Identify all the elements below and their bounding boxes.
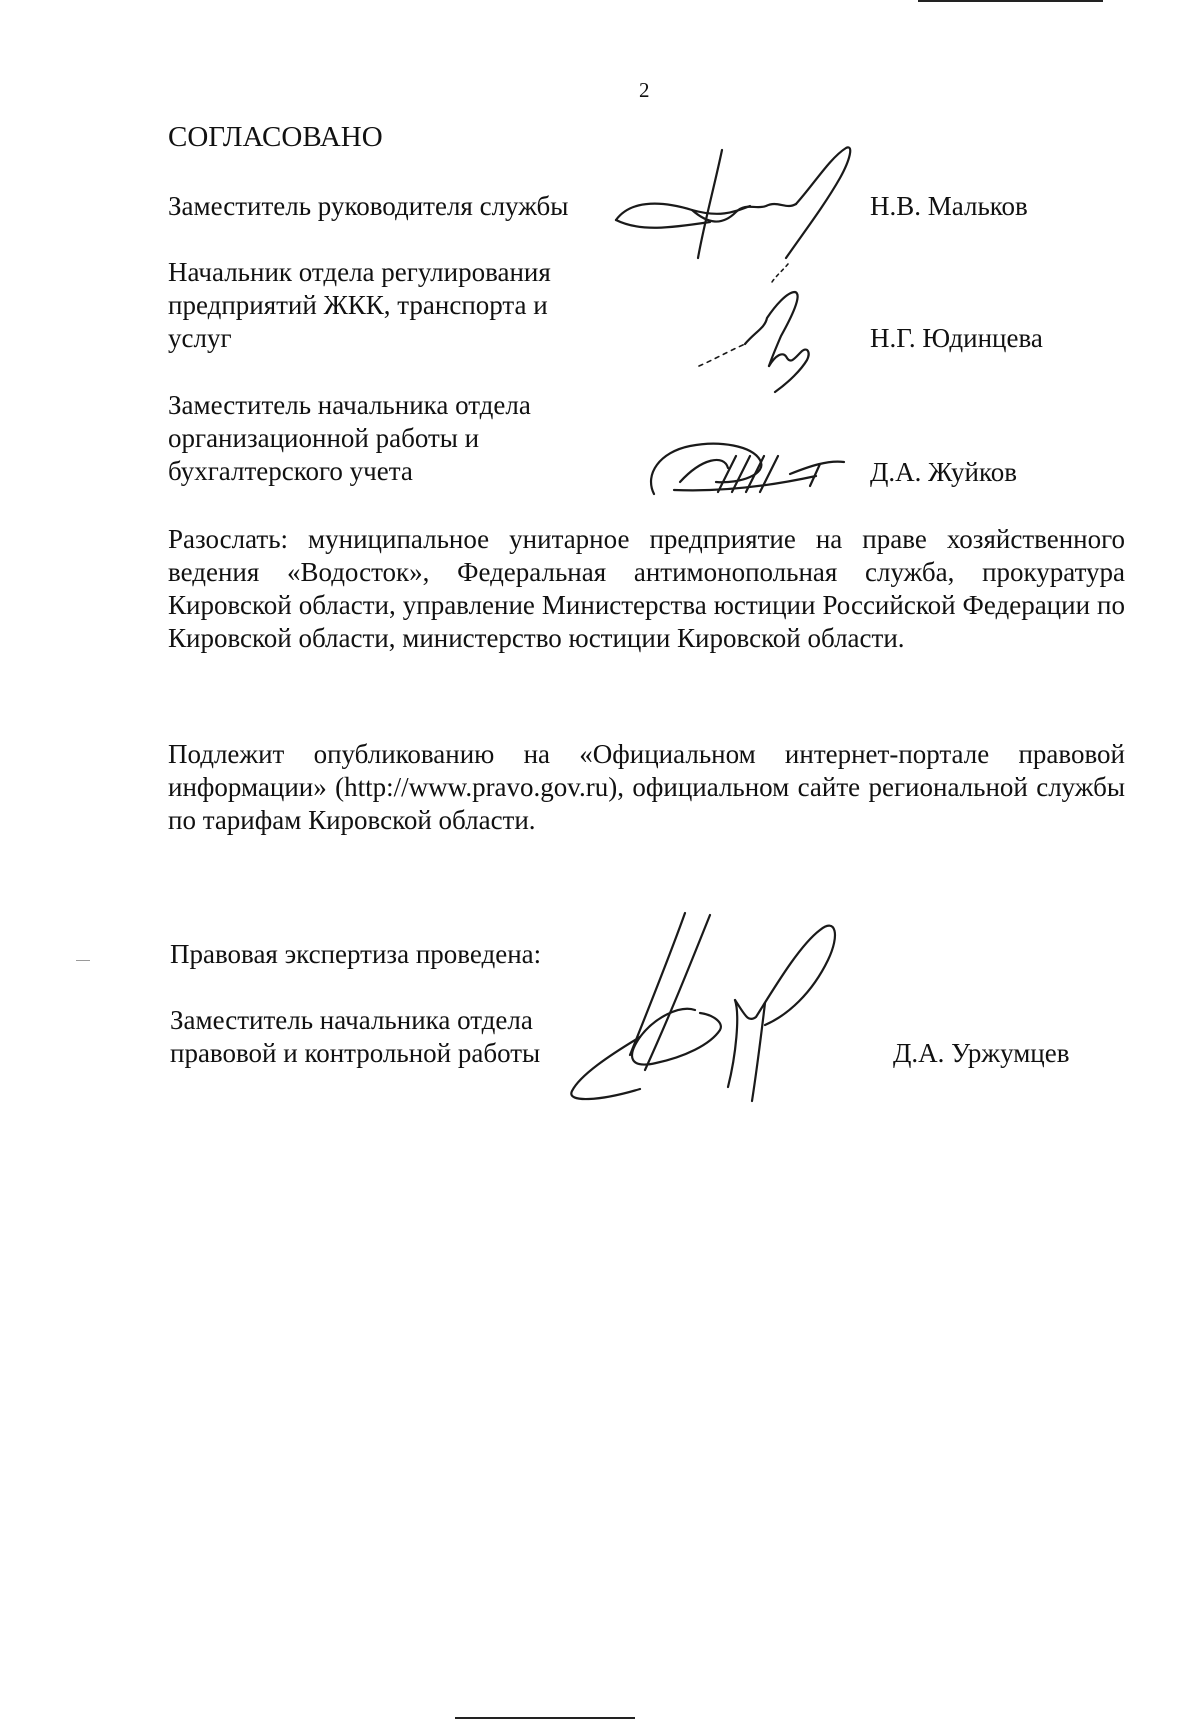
approval-position: бухгалтерского учета [168,456,413,486]
approval-signatory: Д.А. Жуйков [870,457,1017,487]
legal-review-heading: Правовая экспертиза проведена: [170,939,542,969]
scan-artifact-bottom [455,1717,635,1719]
legal-review-signatory: Д.А. Уржумцев [893,1038,1070,1068]
approval-position: услуг [168,323,232,353]
page-number: 2 [639,78,650,102]
publication-notice: Подлежит опубликованию на «Официальном интернет-портале правовой информации» (http://www.pravo.gov.ru), официальном сайте региональной службы по тарифам Кировской области. [168,739,1125,835]
approval-position: Заместитель руководителя службы [168,191,569,221]
approval-position: Заместитель начальника отдела [168,390,531,420]
distribution-list: Разослать: муниципальное унитарное предприятие на праве хозяйственного ведения «Водосток», Федеральная антимонопольная служба, прокуратура Кировской области, управление Министерства юстиции Российской Федерации по Кировской области, министерство юстиции Кировской области. [168,524,1125,653]
scan-artifact-top [918,0,1103,2]
approval-signatory: Н.В. Мальков [870,191,1028,221]
signature-urzhumtsev [560,905,890,1105]
approval-position: организационной работы и [168,423,480,453]
legal-review-position: правовой и контрольной работы [170,1038,541,1068]
legal-review-position: Заместитель начальника отдела [170,1005,533,1035]
scan-artifact-margin [76,960,90,961]
approval-signatory: Н.Г. Юдинцева [870,323,1043,353]
approval-position: предприятий ЖКК, транспорта и [168,290,548,320]
approval-position: Начальник отдела регулирования [168,257,551,287]
signature-zhuykov [640,430,850,510]
approval-heading: СОГЛАСОВАНО [168,121,383,153]
signature-yudintseva [695,288,825,398]
signature-malkov [610,140,860,270]
